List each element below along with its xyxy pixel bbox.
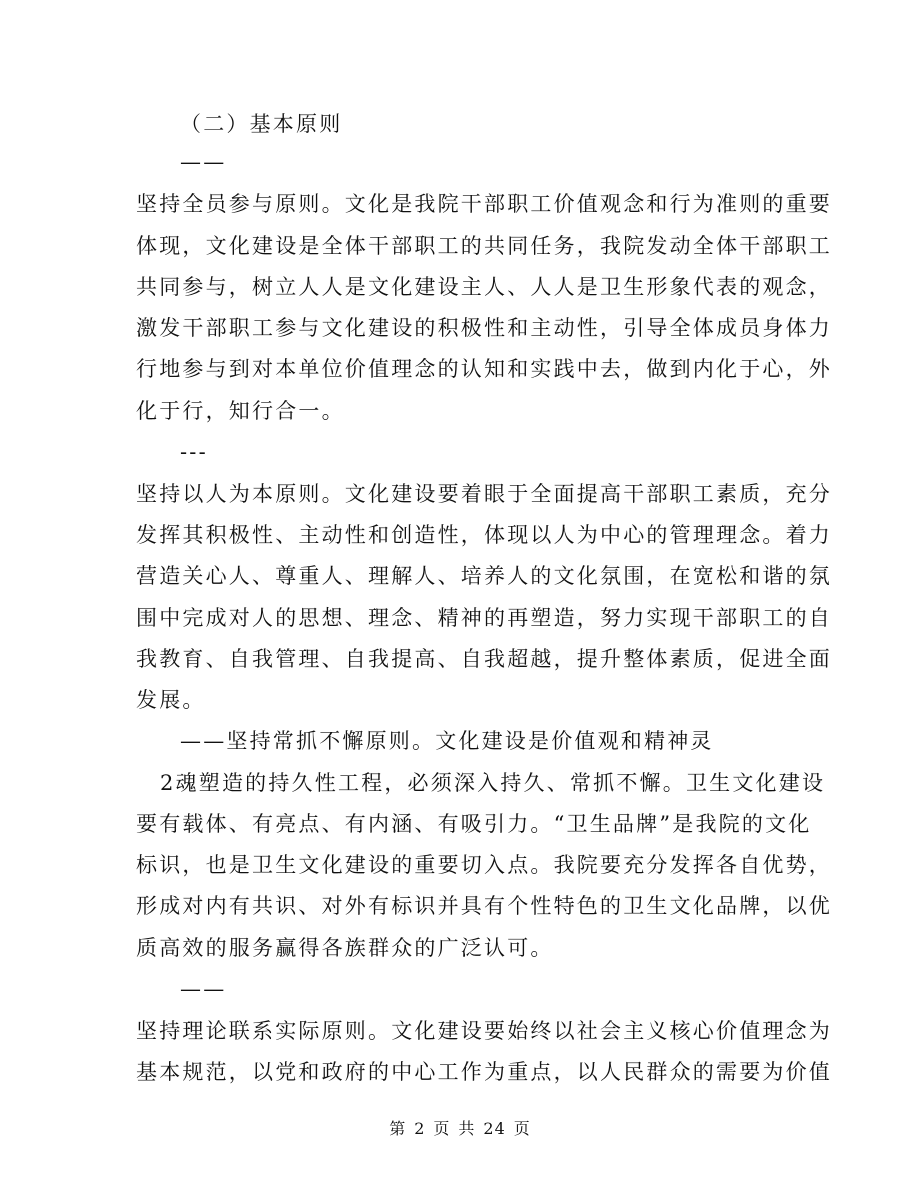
paragraph-line: 坚持理论联系实际原则。文化建设要始终以社会主义核心价值理念为 [136,1019,832,1043]
dash-separator: —— [180,977,227,1001]
footer-total-pages: 24 [483,1119,506,1138]
paragraph-line: 发展。 [136,688,206,712]
footer-prefix: 第 [389,1119,407,1138]
paragraph-line: 基本规范，以党和政府的中心工作为重点，以人民群众的需要为价值 [136,1060,832,1084]
paragraph-line: 形成对内有共识、对外有标识并具有个性特色的卫生文化品牌，以优 [136,894,832,918]
paragraph-line: ——坚持常抓不懈原则。文化建设是价值观和精神灵 [180,729,714,753]
paragraph-line: 坚持以人为本原则。文化建设要着眼于全面提高干部职工素质，充分 [136,482,832,506]
footer-page-label: 页 [433,1119,451,1138]
paragraph-line: 营造关心人、尊重人、理解人、培养人的文化氛围，在宽松和谐的氛 [136,564,832,588]
paragraph-line: 共同参与，树立人人是文化建设主人、人人是卫生形象代表的观念， [136,275,832,299]
paragraph-line: 我教育、自我管理、自我提高、自我超越，提升整体素质，促进全面 [136,647,832,671]
dash-separator: --- [180,440,208,464]
paragraph-line: 2魂塑造的持久性工程，必须深入持久、常抓不懈。卫生文化建设 [160,771,826,795]
paragraph-line: 坚持全员参与原则。文化是我院干部职工价值观念和行为准则的重要 [136,192,832,216]
section-heading: （二）基本原则 [180,112,343,136]
page-footer [0,1116,920,1139]
dash-separator: —— [180,150,227,174]
paragraph-line: 标识，也是卫生文化建设的重要切入点。我院要充分发挥各自优势， [136,853,832,877]
paragraph-line: 发挥其积极性、主动性和创造性，体现以人为中心的管理理念。着力 [136,523,832,547]
paragraph-line: 激发干部职工参与文化建设的积极性和主动性，引导全体成员身体力 [136,316,832,340]
footer-suffix: 页 [513,1119,531,1138]
paragraph-line: 质高效的服务赢得各族群众的广泛认可。 [136,936,554,960]
paragraph-line: 行地参与到对本单位价值理念的认知和实践中去，做到内化于心，外 [136,357,832,381]
footer-page-number: 2 [414,1119,426,1138]
paragraph-line: 化于行，知行合一。 [136,399,345,423]
paragraph-line: 要有载体、有亮点、有内涵、有吸引力。“卫生品牌”是我院的文化 [136,812,812,836]
paragraph-line: 体现，文化建设是全体干部职工的共同任务，我院发动全体干部职工 [136,234,832,258]
footer-total-prefix: 共 [458,1119,476,1138]
paragraph-line: 围中完成对人的思想、理念、精神的再塑造，努力实现干部职工的自 [136,606,832,630]
